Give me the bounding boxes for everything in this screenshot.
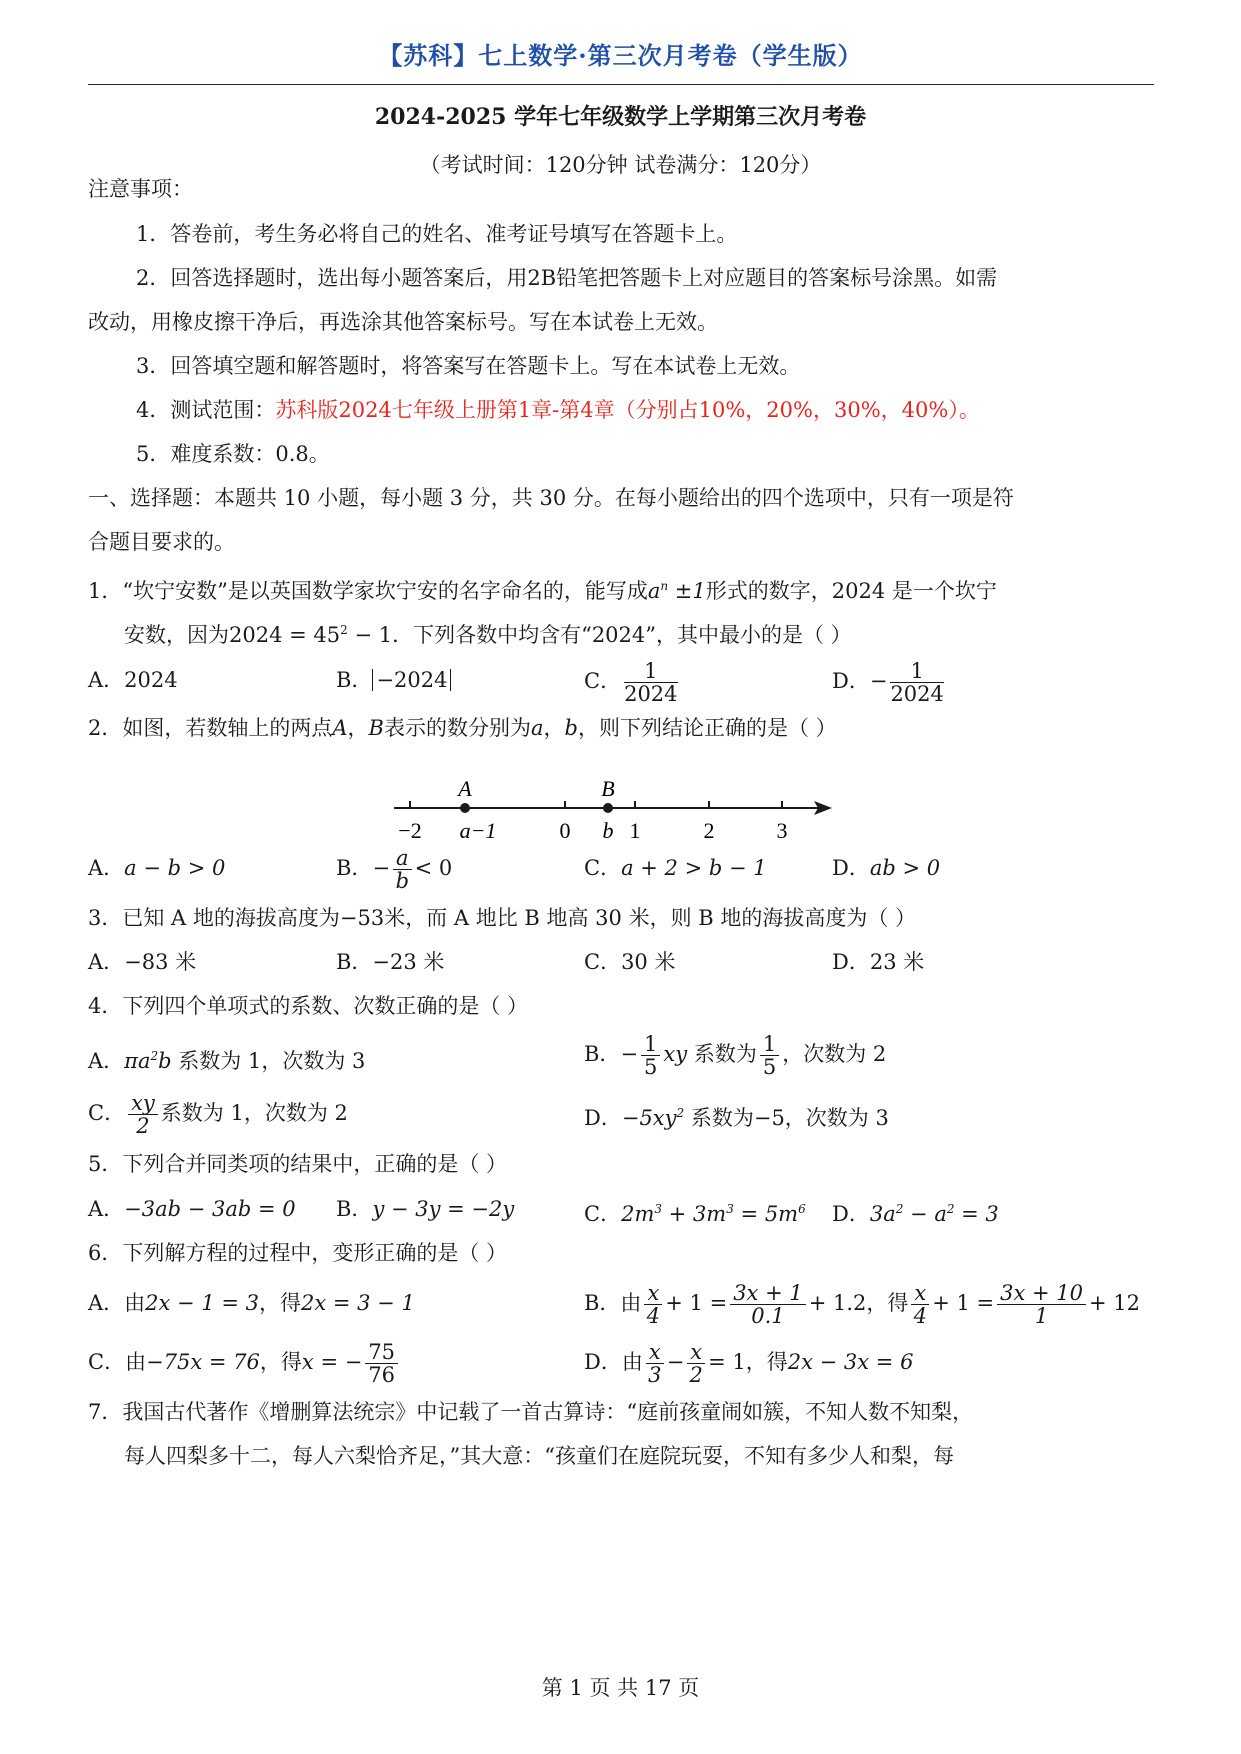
q5-option-c: C．$2m^3 + 3m^3 = 5m^6$: [584, 1202, 806, 1226]
q6-option-a: A．由2x − 1 = 3，得2x = 3 − 1: [88, 1291, 415, 1315]
q5-option-a: A．−3ab − 3ab = 0: [88, 1197, 296, 1221]
notice-1: 1．答卷前，考生务必将自己的姓名、准考证号填写在答题卡上。: [136, 222, 738, 246]
q5-option-b-expr: y − 3y = −2y: [372, 1197, 515, 1221]
q2-option-d: D．ab > 0: [832, 856, 941, 880]
q6-b-frac2: $\frac{3x + 1}{0.1}$: [730, 1282, 806, 1327]
point-b-dot: [603, 803, 613, 813]
q4-stem: 4．下列四个单项式的系数、次数正确的是（ ）: [88, 994, 529, 1018]
label-2: 2: [703, 818, 715, 843]
q1-option-a: A．2024: [88, 668, 178, 692]
q2-text-c: ，则下列结论正确的是（ ）: [577, 716, 837, 740]
q3-stem: 3．已知 A 地的海拔高度为−53米，而 A 地比 B 地高 30 米，则 B 地的海拔高度为（ ）: [88, 906, 917, 930]
label-3: 3: [776, 818, 788, 843]
section1-line1: 一、选择题：本题共 10 小题，每小题 3 分，共 30 分。在每小题给出的四个选项中，只有一项是符: [88, 486, 1014, 510]
q2-option-a-expr: a − b > 0: [124, 856, 226, 880]
q7-line1: 7．我国古代著作《增删算法统宗》中记载了一首古算诗：“庭前孩童闹如簇，不知人数不知梨，: [88, 1400, 974, 1424]
label-a-minus-1: a−1: [459, 818, 497, 843]
exam-subtitle: （考试时间：120分钟 试卷满分：120分）: [419, 153, 822, 177]
q2-option-c-expr: a + 2 > b − 1: [621, 856, 767, 880]
q2-option-c: C．a + 2 > b − 1: [584, 856, 767, 880]
q1-line2: [124, 615, 852, 650]
q4-option-b: B．− $\frac{1}{5}$ xy 系数为 $\frac{1}{5}$ ，次数为 2: [584, 1032, 887, 1079]
q5-stem: 5．下列合并同类项的结果中，正确的是（ ）: [88, 1152, 508, 1176]
q1-option-c-fraction: $\frac{1}{2024}$: [624, 659, 678, 706]
q5-option-c-expr: $2m^3 + 3m^3 = 5m^6$: [621, 1202, 806, 1226]
q4-option-d-expr: $-5xy^2$: [621, 1106, 685, 1130]
q2-point-b-ref: B: [368, 716, 384, 740]
label-1: 1: [629, 818, 641, 843]
notice-4-scope: 苏科版2024七年级上册第1章-第4章（分别占10%，20%，30%，40%）。: [275, 398, 980, 422]
q2-stem: 2．如图，若数轴上的两点A，B表示的数分别为a，b，则下列结论正确的是（ ）: [88, 716, 837, 740]
section1-line2: 合题目要求的。: [88, 530, 235, 554]
q1-line1: [88, 571, 997, 606]
q2-var-b: b: [564, 716, 578, 740]
q4-option-d: D．$-5xy^2$ 系数为−5，次数为 3: [584, 1106, 889, 1130]
q3-option-a: A．−83 米: [88, 950, 197, 974]
label-b: b: [602, 818, 614, 843]
q5-option-a-expr: −3ab − 3ab = 0: [124, 1197, 296, 1221]
q1-text-d: ．下列各数中均含有“2024”，其中最小的是（ ）: [392, 623, 852, 647]
q5-option-d-expr: $3a^2 - a^2 = 3$: [869, 1202, 999, 1226]
q3-option-c: C．30 米: [584, 950, 676, 974]
notice-4: [136, 395, 980, 425]
header-divider: [88, 84, 1154, 85]
q6-stem: 6．下列解方程的过程中，变形正确的是（ ）: [88, 1241, 508, 1265]
q6-d-frac2: $\frac{x}{2}$: [687, 1341, 705, 1386]
label-neg2: −2: [398, 818, 422, 843]
q4-option-c-fraction: $\frac{xy}{2}$: [128, 1092, 158, 1137]
q4-option-a-expr: $\pi a^2b$: [124, 1049, 172, 1073]
q6-b-frac4: $\frac{3x + 10}{1}$: [997, 1282, 1086, 1327]
q1-formula: $a^n \pm 1$: [647, 579, 706, 603]
q1-text-a: 1．“坎宁安数”是以英国数学家坎宁安的名字命名的，能写成: [88, 579, 648, 603]
notice-4-label: 4．测试范围：: [136, 398, 276, 422]
label-0: 0: [559, 818, 571, 843]
q2-text-a: 2．如图，若数轴上的两点: [88, 716, 333, 740]
q2-var-a: a: [530, 716, 544, 740]
notice-3: 3．回答填空题和解答题时，将答案写在答题卡上。写在本试卷上无效。: [136, 354, 801, 378]
q7-line2: 每人四梨多十二，每人六梨恰齐足，”其大意：“孩童们在庭院玩耍，不知有多少人和梨，每: [124, 1444, 954, 1468]
q5-option-b: B．y − 3y = −2y: [336, 1197, 515, 1221]
q1-option-c-label: C．: [584, 669, 622, 693]
q6-option-c: C．由−75x = 76，得x = − $\frac{75}{76}$: [88, 1341, 401, 1386]
notice-2a: 2．回答选择题时，选出每小题答案后，用2B铅笔把答题卡上对应题目的答案标号涂黑。如需: [136, 266, 998, 290]
q6-d-frac1: $\frac{x}{3}$: [646, 1341, 664, 1386]
q5-option-d: D．$3a^2 - a^2 = 3$: [832, 1202, 999, 1226]
q1-option-d-fraction: $\frac{1}{2024}$: [890, 659, 944, 706]
page-footer: 第 1 页 共 17 页: [541, 1676, 700, 1700]
q1-option-b: [336, 665, 451, 695]
q1-option-c: [584, 660, 681, 705]
q2-option-b-fraction: $\frac{a}{b}$: [393, 847, 412, 892]
q4-option-c: C． $\frac{xy}{2}$ 系数为 1，次数为 2: [88, 1091, 348, 1138]
q3-option-b: B．−23 米: [336, 950, 445, 974]
q2-option-b: B．− $\frac{a}{b}$ < 0: [336, 846, 453, 893]
q1-option-d-label: D．−: [832, 669, 888, 693]
q4-option-b-fraction: $\frac{1}{5}$: [641, 1033, 660, 1078]
q4-option-b-fraction2: $\frac{1}{5}$: [760, 1033, 779, 1078]
notice-2b: 改动，用橡皮擦干净后，再选涂其他答案标号。写在本试卷上无效。: [88, 310, 718, 334]
q1-equation: $2024 = 45^2 - 1$: [229, 623, 393, 647]
q6-option-d: D．由 $\frac{x}{3}$ − $\frac{x}{2}$ = 1，得2x − 3x = 6: [584, 1340, 914, 1387]
q2-text-b: 表示的数分别为: [383, 716, 531, 740]
number-line-figure: [380, 770, 840, 850]
q4-option-a: A．$\pi a^2b$ 系数为 1，次数为 3: [88, 1049, 366, 1073]
q6-option-b: B．由 $\frac{x}{4}$ + 1 = $\frac{3x + 1}{0.1}$ + 1.2，得 $\frac{x}{4}$ + 1 = $\frac{3x + 10}{1}$ + 12: [584, 1281, 1140, 1328]
q1-text-b: 形式的数字，2024 是一个坎宁: [705, 579, 997, 603]
exam-title: 2024-2025 学年七年级数学上学期第三次月考卷: [374, 104, 867, 130]
q2-option-a: A．a − b > 0: [88, 856, 226, 880]
q6-b-frac3: $\frac{x}{4}$: [911, 1282, 929, 1327]
q1-option-b-label: B．: [336, 668, 373, 692]
notice-heading: 注意事项：: [88, 177, 193, 201]
q1-option-b-value: −2024: [372, 669, 451, 691]
notice-5: 5．难度系数：0.8。: [136, 442, 330, 466]
q2-point-a-ref: A: [332, 716, 348, 740]
q6-b-frac1: $\frac{x}{4}$: [644, 1282, 662, 1327]
q1-option-d: [832, 660, 947, 705]
point-a-label: A: [458, 776, 472, 801]
q3-option-d: D．23 米: [832, 950, 925, 974]
page-header: 【苏科】七上数学·第三次月考卷（学生版）: [378, 41, 863, 70]
q2-option-d-expr: ab > 0: [869, 856, 941, 880]
q6-c-frac: $\frac{75}{76}$: [365, 1341, 398, 1386]
point-a-dot: [460, 803, 470, 813]
q1-text-c: 安数，因为: [124, 623, 229, 647]
point-b-label: B: [601, 776, 615, 801]
